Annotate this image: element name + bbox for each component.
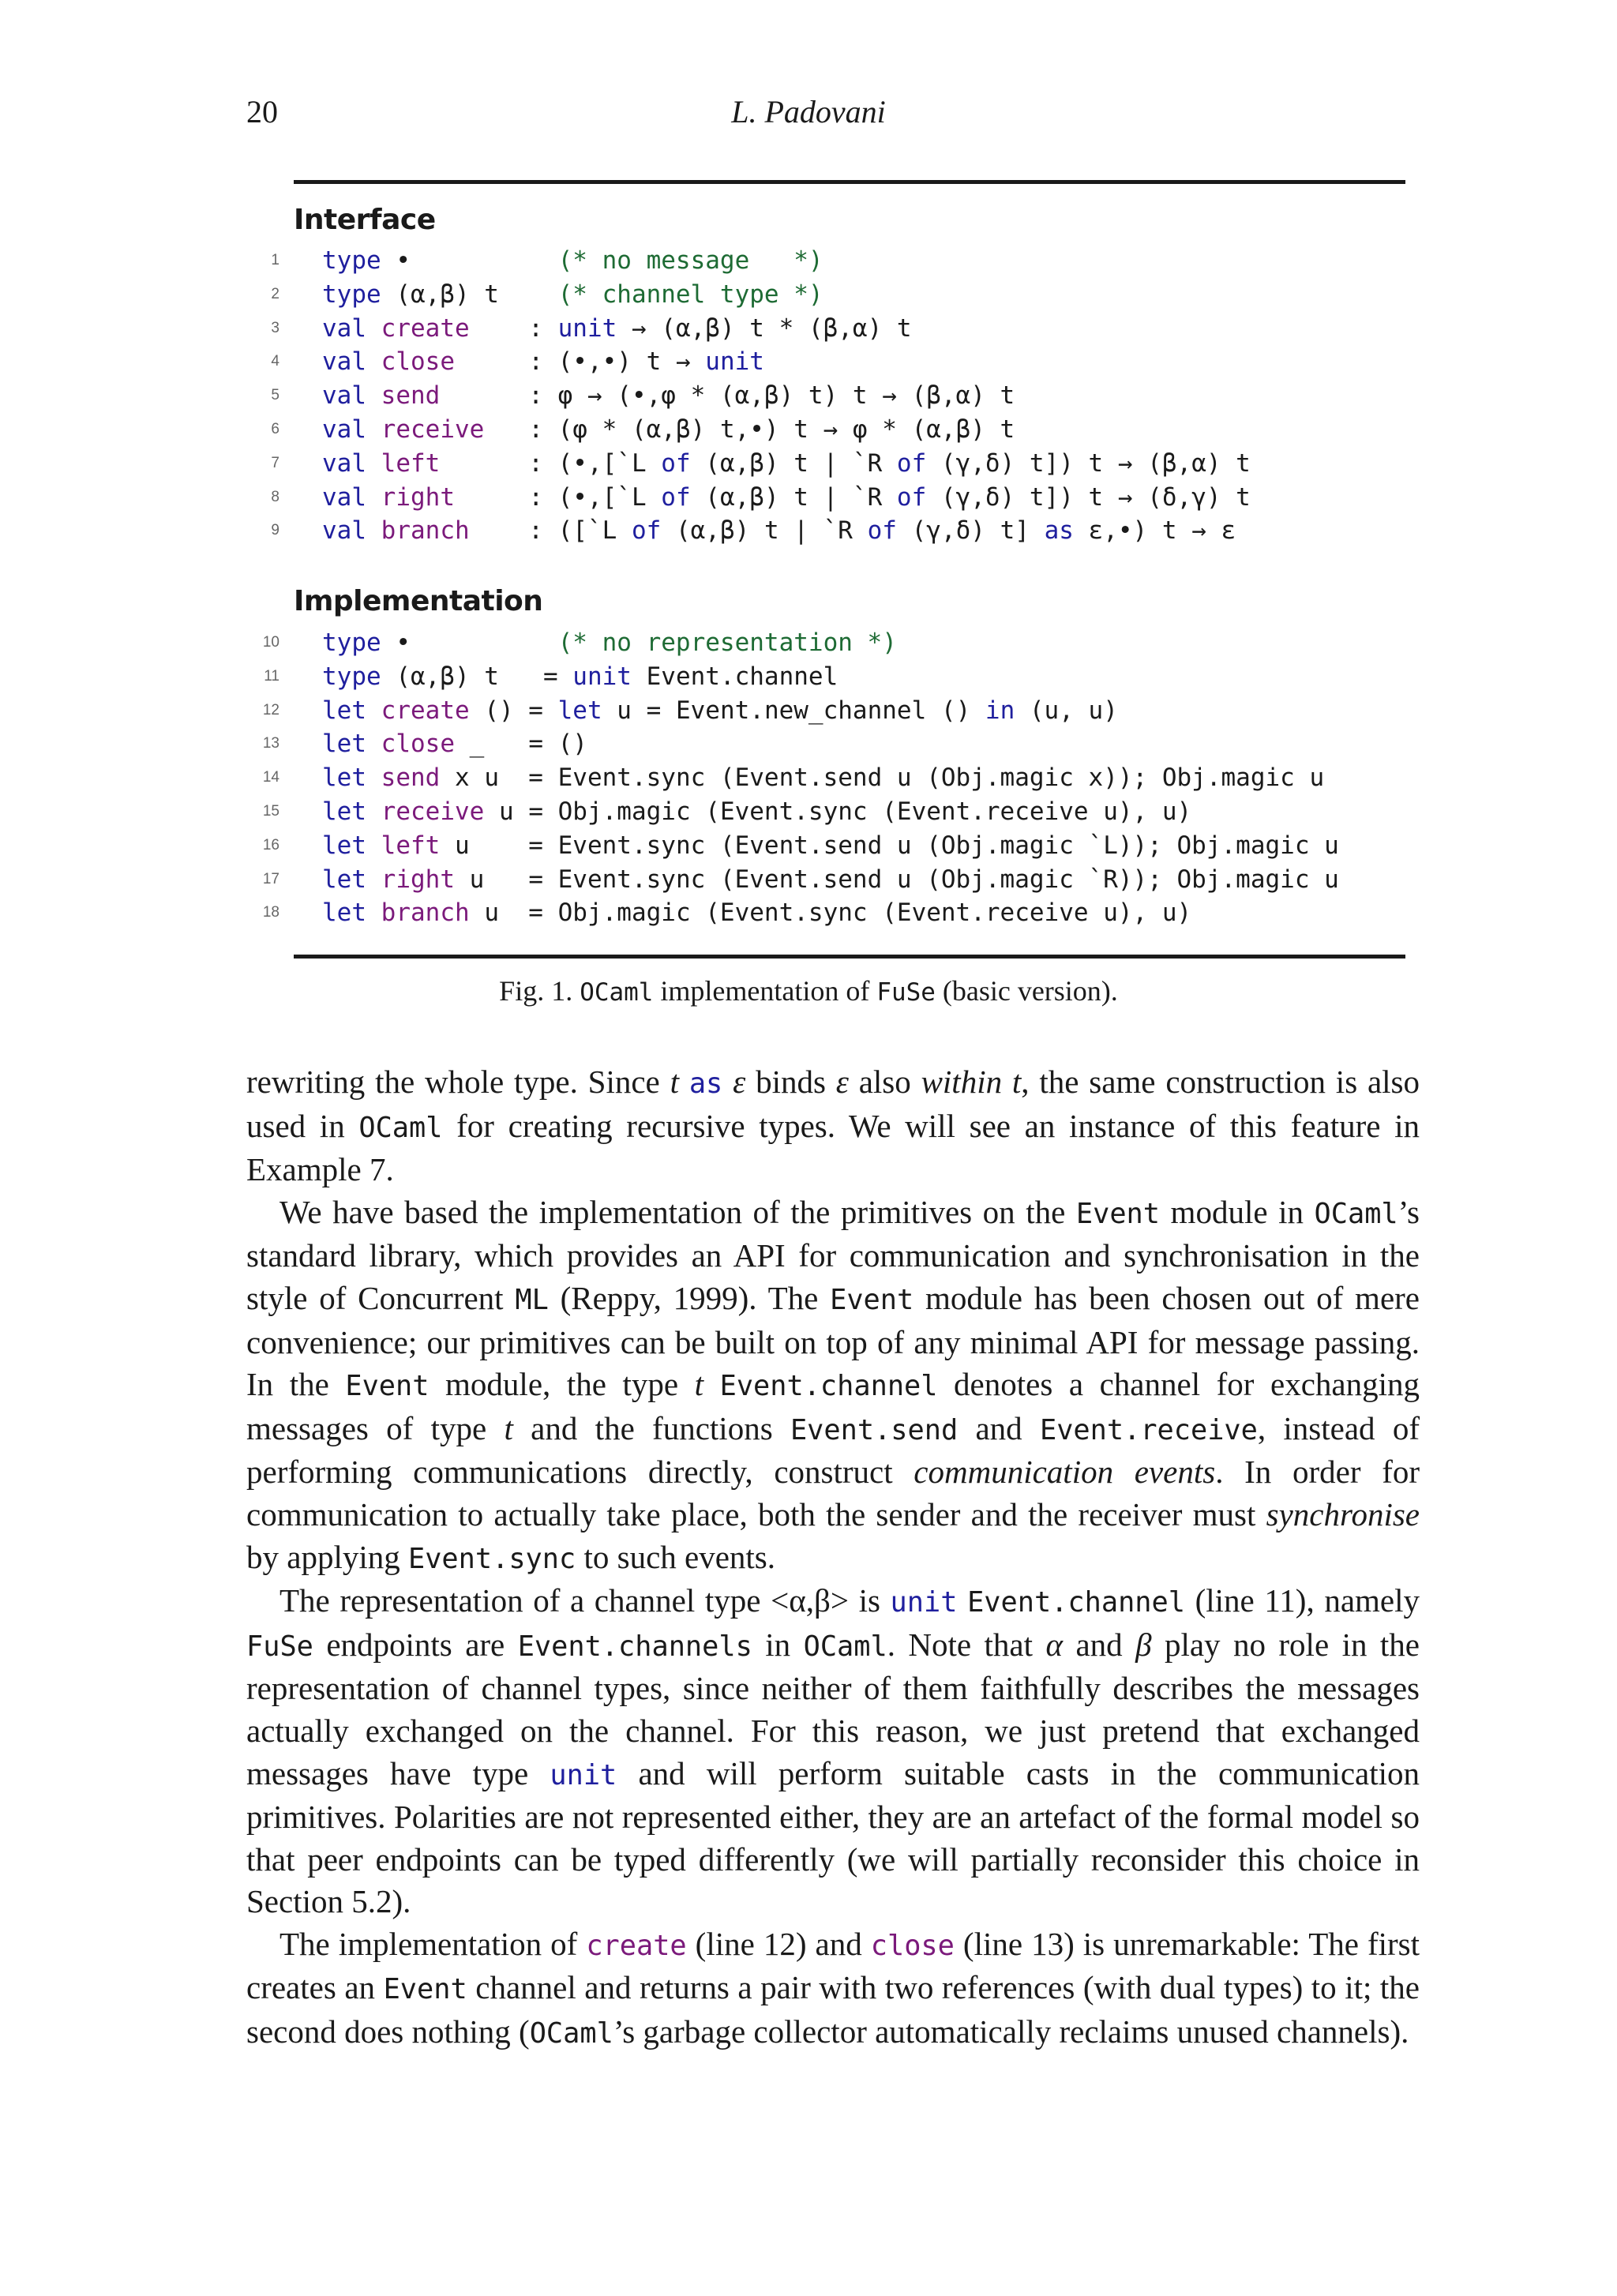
- code-token: val: [322, 516, 366, 546]
- code-token: ε,•) t → ε: [1073, 516, 1236, 546]
- text-run: within t: [921, 1064, 1022, 1100]
- text-run: FuSe: [876, 978, 936, 1007]
- text-run: ε: [733, 1064, 746, 1100]
- code-line: [245, 244, 1429, 278]
- code-token: let: [322, 763, 366, 793]
- code-line: [245, 278, 1429, 312]
- text-run: close: [870, 1929, 955, 1962]
- code-token: unit: [557, 313, 617, 343]
- code-token: let: [322, 730, 366, 759]
- text-run: synchronise: [1266, 1495, 1420, 1533]
- code-token: branch: [381, 899, 470, 928]
- text-run: ’s standard library, which provides an API for communication and synchronisation in the style of Concurrent: [246, 1193, 1420, 1316]
- code-token: [366, 314, 381, 343]
- code-token: val: [322, 448, 366, 478]
- running-head: L. Padovani: [731, 94, 886, 129]
- code-token: right: [381, 482, 455, 512]
- body-paragraph: [246, 1580, 1420, 1923]
- code-token: left: [381, 448, 441, 478]
- code-token: (α,β) t | `R: [690, 482, 897, 512]
- text-run: FuSe: [246, 1630, 313, 1663]
- code-line: [245, 660, 1429, 694]
- code-token: type: [322, 662, 381, 691]
- code-token: let: [557, 696, 602, 725]
- code-token: [366, 516, 381, 545]
- line-number: 8: [271, 488, 280, 505]
- code-token: [366, 347, 381, 376]
- implementation-heading: Implementation: [294, 585, 543, 617]
- line-number: 9: [271, 522, 280, 539]
- code-token: (α,β) t | `R: [661, 516, 868, 546]
- line-number: 2: [271, 285, 280, 302]
- text-run: (line 13) is unremarkable: The first creates an: [246, 1925, 1420, 2006]
- code-token: unit: [705, 347, 764, 377]
- code-token: let: [322, 797, 366, 826]
- text-run: implementation of: [653, 975, 877, 1007]
- text-run: Event: [345, 1370, 430, 1403]
- text-run: Fig. 1.: [499, 975, 580, 1007]
- text-run: denotes a channel for exchanging messages of type: [246, 1366, 1420, 1446]
- text-run: t: [504, 1409, 513, 1446]
- text-run: t: [694, 1366, 704, 1403]
- text-run: OCaml: [803, 1630, 887, 1663]
- code-token: : (φ * (α,β) t,•) t → φ * (α,β) t: [484, 415, 1015, 444]
- code-token: send: [381, 763, 441, 793]
- text-run: for creating recursive types. We will see an instance of this feature in Example 7.: [246, 1107, 1420, 1188]
- text-run: . In order for communication to actually take place, both the sender and the receiver must: [246, 1454, 1420, 1533]
- code-token: u = Event.sync (Event.send u (Obj.magic `L)); Obj.magic u: [440, 831, 1339, 860]
- code-token: u = Obj.magic (Event.sync (Event.receive u), u): [469, 899, 1192, 928]
- code-token: (γ,δ) t]) t → (β,α) t: [926, 448, 1251, 478]
- code-token: of: [661, 448, 691, 478]
- code-line: [245, 345, 1429, 379]
- text-run: The implementation of: [280, 1925, 587, 1962]
- code-token: (γ,δ) t]) t → (δ,γ) t: [926, 482, 1251, 512]
- body-paragraph: [246, 1061, 1420, 1191]
- code-token: •: [381, 246, 558, 275]
- line-number: 17: [262, 870, 280, 887]
- page-number: 20: [246, 94, 278, 129]
- text-run: unit: [550, 1758, 617, 1791]
- code-line: [245, 312, 1429, 346]
- code-token: Event.channel: [631, 662, 839, 691]
- text-run: channel and returns a pair with two references (with dual types) to it; the second does nothing (: [246, 1969, 1420, 2050]
- text-run: is: [848, 1582, 891, 1619]
- code-token: [366, 831, 381, 860]
- code-token: [366, 449, 381, 478]
- code-token: (* no representation *): [557, 628, 897, 657]
- code-line: [245, 413, 1429, 447]
- text-run: Event.receive: [1039, 1413, 1258, 1446]
- code-token: receive: [381, 797, 485, 826]
- text-run: Event.channels: [517, 1630, 752, 1663]
- line-number: 4: [271, 353, 280, 370]
- code-token: : (•,[`L: [440, 448, 662, 478]
- code-token: unit: [572, 662, 632, 691]
- code-line: [245, 761, 1429, 795]
- text-run: rewriting the whole type. Since: [246, 1064, 670, 1100]
- body-paragraph: [246, 1923, 1420, 2055]
- code-token: create: [381, 696, 470, 725]
- code-token: as: [1044, 516, 1074, 546]
- code-token: of: [661, 482, 691, 512]
- text-run: (basic version).: [935, 975, 1118, 1007]
- code-token: u = Obj.magic (Event.sync (Event.receive u), u): [484, 797, 1192, 826]
- text-run: Event.send: [790, 1413, 959, 1446]
- line-number: 12: [262, 701, 280, 718]
- text-run: Event: [1075, 1197, 1160, 1230]
- figure-caption: [0, 974, 1617, 1007]
- code-line: [245, 795, 1429, 829]
- code-token: of: [631, 516, 662, 546]
- code-token: let: [322, 831, 366, 860]
- text-run: [957, 1582, 967, 1619]
- line-number: 16: [262, 836, 280, 853]
- text-run: OCaml: [529, 2017, 613, 2050]
- text-run: and the functions: [512, 1409, 790, 1446]
- code-token: x u = Event.sync (Event.send u (Obj.magic x)); Obj.magic u: [440, 763, 1325, 793]
- code-token: [366, 797, 381, 826]
- code-token: of: [867, 516, 897, 546]
- text-run: create: [586, 1929, 687, 1962]
- text-run: unit: [890, 1586, 958, 1619]
- interface-code: [245, 244, 1429, 548]
- code-token: [366, 696, 381, 725]
- code-token: val: [322, 415, 366, 444]
- line-number: 10: [262, 634, 280, 651]
- code-token: _ = (): [455, 730, 587, 759]
- code-line: [245, 727, 1429, 761]
- code-token: val: [322, 313, 366, 343]
- code-token: [366, 381, 381, 410]
- text-run: module in: [1160, 1193, 1315, 1230]
- code-token: let: [322, 865, 366, 894]
- text-run: (Reppy, 1999). The: [548, 1279, 831, 1316]
- code-line: [245, 829, 1429, 863]
- code-token: left: [381, 831, 441, 860]
- text-run: t: [670, 1064, 679, 1100]
- code-token: (γ,δ) t]: [896, 516, 1045, 546]
- line-number: 14: [262, 769, 280, 786]
- code-token: branch: [381, 516, 470, 546]
- text-run: OCaml: [1314, 1197, 1398, 1230]
- code-line: [245, 447, 1429, 481]
- text-run: play no role in the representation of channel types, since neither of them faithfully describes the messages actually exchanged on the channel. For this reason, we just pretend that exchanged messages have type: [246, 1626, 1420, 1791]
- text-run: . Note that: [887, 1626, 1046, 1663]
- text-run: OCaml: [580, 978, 654, 1007]
- code-token: close: [381, 347, 455, 377]
- line-number: 1: [271, 252, 280, 268]
- code-token: val: [322, 347, 366, 377]
- figure-bottom-rule: [294, 955, 1405, 959]
- text-run: , instead of performing communications directly, construct: [246, 1409, 1420, 1491]
- line-number: 13: [262, 735, 280, 752]
- text-run: (line 12) and: [686, 1925, 871, 1962]
- code-token: type: [322, 628, 381, 657]
- text-run: endpoints are: [313, 1626, 518, 1663]
- code-line: [245, 481, 1429, 515]
- text-run: ML: [515, 1283, 549, 1316]
- text-run: and will perform suitable casts in the communication primitives. Polarities are not represented either, they are an artefact of the formal model so that peer endpoints can be typed differently (we will partially reconsider this choice in Section 5.2).: [246, 1754, 1420, 1920]
- code-token: u = Event.sync (Event.send u (Obj.magic `R)); Obj.magic u: [455, 865, 1339, 894]
- code-token: type: [322, 246, 381, 275]
- text-run: α: [1045, 1626, 1063, 1663]
- text-run: [703, 1366, 720, 1402]
- text-run: also: [848, 1064, 921, 1100]
- text-run: by applying: [246, 1538, 408, 1575]
- code-token: (α,β) t | `R: [690, 448, 897, 478]
- code-token: right: [381, 865, 455, 894]
- code-token: → (α,β) t * (β,α) t: [617, 313, 912, 343]
- text-run: ε: [835, 1064, 849, 1100]
- code-token: of: [896, 448, 927, 478]
- text-run: module, the type: [429, 1366, 695, 1403]
- text-run: We have based the implementation of the primitives on the: [280, 1193, 1076, 1230]
- text-run: <α,β>: [771, 1582, 849, 1619]
- text-run: β: [1135, 1626, 1152, 1663]
- code-token: [366, 865, 381, 894]
- code-token: (u, u): [1015, 696, 1118, 725]
- text-run: Event.channel: [719, 1370, 938, 1403]
- code-token: send: [381, 381, 441, 411]
- text-run: and: [958, 1409, 1040, 1446]
- line-number: 6: [271, 420, 280, 437]
- code-token: let: [322, 899, 366, 928]
- text-run: in: [752, 1626, 804, 1663]
- code-line: [245, 379, 1429, 413]
- code-token: () =: [469, 696, 558, 725]
- text-run: communication events: [914, 1454, 1216, 1491]
- code-token: : (•,•) t →: [455, 347, 706, 377]
- code-token: val: [322, 482, 366, 512]
- code-line: [245, 626, 1429, 660]
- text-run: Event: [383, 1973, 467, 2006]
- text-run: module has been chosen out of mere convenience; our primitives can be built on top of any minimal API for message passing. In the: [246, 1279, 1420, 1403]
- code-line: [245, 863, 1429, 897]
- text-run: (line 11), namely: [1184, 1582, 1420, 1619]
- body-paragraph: [246, 1191, 1420, 1580]
- code-line: [245, 514, 1429, 548]
- line-number: 5: [271, 387, 280, 404]
- code-token: :: [469, 313, 558, 343]
- code-token: receive: [381, 415, 485, 444]
- code-token: let: [322, 696, 366, 725]
- line-number: 11: [264, 667, 280, 685]
- code-token: (* no message *): [557, 246, 824, 275]
- text-run: Event.channel: [967, 1586, 1185, 1619]
- line-number: 18: [262, 904, 280, 921]
- text-run: Event.sync: [407, 1542, 576, 1575]
- code-token: [366, 763, 381, 792]
- text-run: ’s garbage collector automatically reclaims unused channels).: [613, 2013, 1409, 2050]
- text-run: , the same construction is also used in: [246, 1064, 1420, 1144]
- code-line: [245, 694, 1429, 728]
- text-run: The representation of a channel type: [280, 1582, 771, 1619]
- text-run: OCaml: [358, 1111, 443, 1144]
- interface-heading: Interface: [294, 204, 436, 236]
- text-run: as: [688, 1067, 723, 1100]
- text-run: [722, 1064, 733, 1100]
- text-run: and: [1063, 1626, 1136, 1663]
- code-line: [245, 896, 1429, 930]
- code-token: create: [381, 313, 470, 343]
- code-token: : ([`L: [469, 516, 632, 546]
- line-number: 3: [271, 319, 280, 336]
- figure-top-rule: [294, 180, 1405, 184]
- implementation-code: [245, 626, 1429, 930]
- code-token: u = Event.new_channel (): [602, 696, 985, 725]
- line-number: 15: [262, 802, 280, 820]
- code-token: val: [322, 381, 366, 411]
- code-token: [366, 415, 381, 444]
- code-token: (* channel type *): [557, 279, 824, 309]
- code-token: (α,β) t: [381, 279, 558, 309]
- text-run: binds: [745, 1064, 836, 1100]
- code-token: of: [896, 482, 927, 512]
- code-token: type: [322, 279, 381, 309]
- line-number: 7: [271, 454, 280, 471]
- code-token: [366, 899, 381, 927]
- text-run: Event: [830, 1283, 914, 1316]
- code-token: : (•,[`L: [455, 482, 662, 512]
- code-token: •: [381, 628, 558, 657]
- code-token: in: [985, 696, 1015, 725]
- text-run: [679, 1064, 689, 1100]
- text-run: to such events.: [576, 1538, 776, 1575]
- code-token: (α,β) t =: [381, 662, 573, 691]
- code-token: close: [381, 730, 455, 759]
- code-token: [366, 483, 381, 512]
- code-token: [366, 730, 381, 758]
- code-token: : φ → (•,φ * (α,β) t) t → (β,α) t: [440, 381, 1015, 411]
- body-text: [246, 1061, 1420, 2055]
